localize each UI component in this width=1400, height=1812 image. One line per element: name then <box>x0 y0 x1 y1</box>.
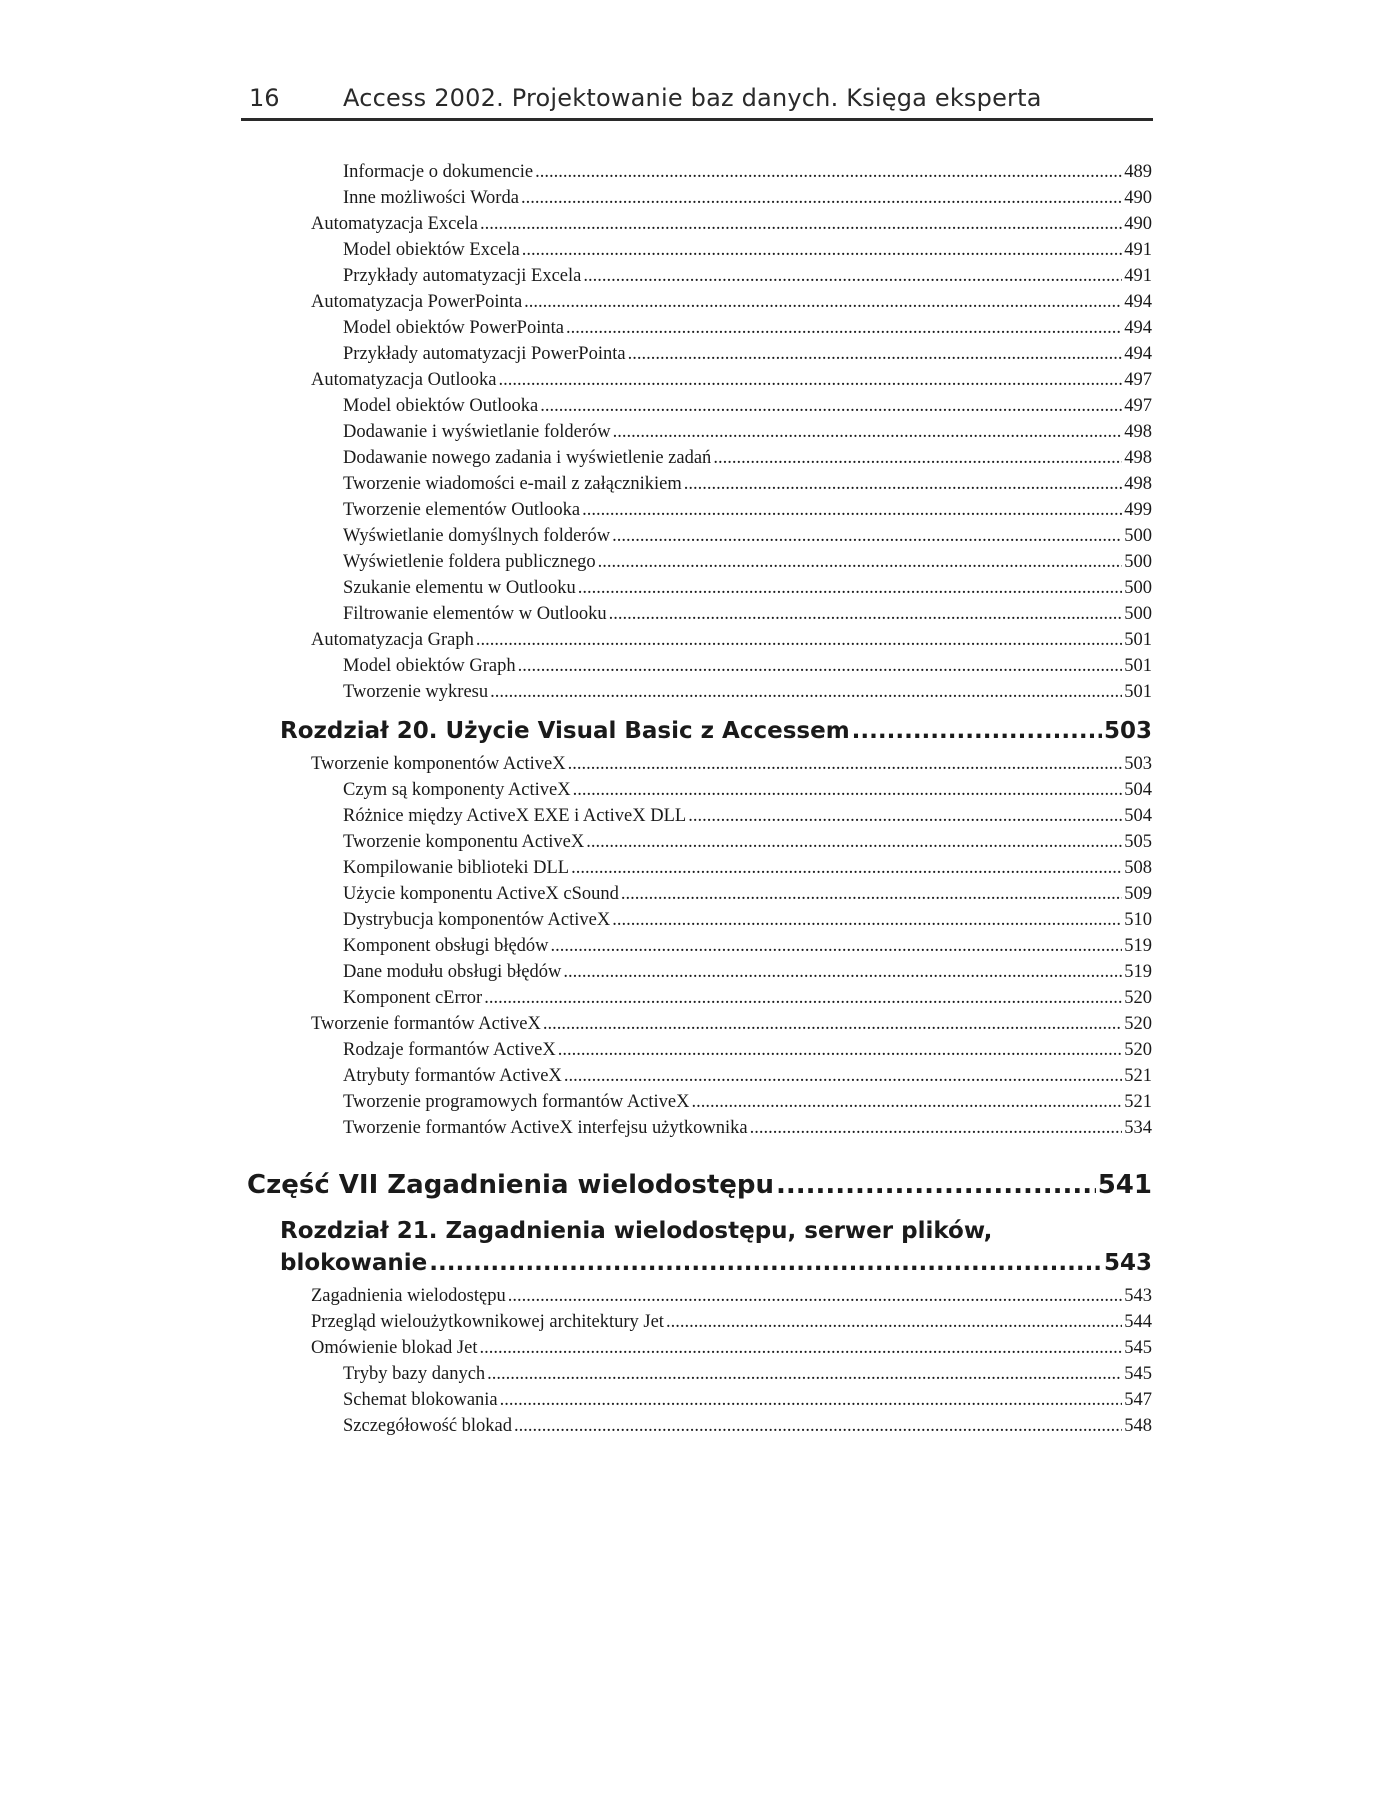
toc-entry: Tworzenie formantów ActiveX ..... 520 <box>311 1014 1152 1038</box>
toc-entry: Automatyzacja Outlooka ..... 497 <box>311 370 1152 394</box>
toc-entry: Atrybuty formantów ActiveX ..... 521 <box>343 1066 1152 1090</box>
toc-chapter-heading: Rozdział 20. Użycie Visual Basic z Accessem ..... 503 <box>280 718 1152 750</box>
toc-entry: Automatyzacja PowerPointa ..... 494 <box>311 292 1152 316</box>
toc-entry: Tworzenie komponentu ActiveX ..... 505 <box>343 832 1152 856</box>
toc-entry: Przykłady automatyzacji PowerPointa ..... 494 <box>343 344 1152 368</box>
toc-entry: Wyświetlanie domyślnych folderów ..... 500 <box>343 526 1152 550</box>
toc-entry: Przegląd wieloużytkownikowej architektury Jet ..... 544 <box>311 1312 1152 1336</box>
toc-entry: Informacje o dokumencie ..... 489 <box>343 162 1152 186</box>
book-title: Access 2002. Projektowanie baz danych. Księga eksperta <box>343 84 1042 112</box>
toc-entry: Schemat blokowania ..... 547 <box>343 1390 1152 1414</box>
toc-chapter-heading-line1: Rozdział 21. Zagadnienia wielodostępu, serwer plików, <box>280 1218 993 1244</box>
toc-entry: Tworzenie wiadomości e-mail z załącznikiem ..... 498 <box>343 474 1152 498</box>
toc-entry: Tryby bazy danych ..... 545 <box>343 1364 1152 1388</box>
toc-entry: Tworzenie wykresu ..... 501 <box>343 682 1152 706</box>
toc-entry: Wyświetlenie foldera publicznego ..... 500 <box>343 552 1152 576</box>
toc-entry: Kompilowanie biblioteki DLL ..... 508 <box>343 858 1152 882</box>
toc-entry: Model obiektów PowerPointa ..... 494 <box>343 318 1152 342</box>
toc-entry: Różnice między ActiveX EXE i ActiveX DLL ..... 504 <box>343 806 1152 830</box>
toc-entry: Automatyzacja Excela ..... 490 <box>311 214 1152 238</box>
toc-entry: Zagadnienia wielodostępu ..... 543 <box>311 1286 1152 1310</box>
toc-entry: Rodzaje formantów ActiveX ..... 520 <box>343 1040 1152 1064</box>
toc-entry: Inne możliwości Worda ..... 490 <box>343 188 1152 212</box>
toc-entry: Automatyzacja Graph ..... 501 <box>311 630 1152 654</box>
toc-entry: Omówienie blokad Jet ..... 545 <box>311 1338 1152 1362</box>
toc-entry: Szczegółowość blokad ..... 548 <box>343 1416 1152 1440</box>
toc-entry: Tworzenie elementów Outlooka ..... 499 <box>343 500 1152 524</box>
toc-entry: Dodawanie i wyświetlanie folderów ..... 498 <box>343 422 1152 446</box>
toc-entry: Dodawanie nowego zadania i wyświetlenie zadań ..... 498 <box>343 448 1152 472</box>
toc-entry: Czym są komponenty ActiveX ..... 504 <box>343 780 1152 804</box>
toc-chapter-heading: blokowanie ..... 543 <box>280 1250 1152 1282</box>
toc-entry: Użycie komponentu ActiveX cSound ..... 509 <box>343 884 1152 908</box>
toc-entry: Komponent obsługi błędów ..... 519 <box>343 936 1152 960</box>
toc-entry: Komponent cError ..... 520 <box>343 988 1152 1012</box>
toc-entry: Model obiektów Graph ..... 501 <box>343 656 1152 680</box>
toc-entry: Filtrowanie elementów w Outlooku ..... 500 <box>343 604 1152 628</box>
toc-entry: Model obiektów Excela ..... 491 <box>343 240 1152 264</box>
toc-entry: Dystrybucja komponentów ActiveX ..... 510 <box>343 910 1152 934</box>
toc-entry: Dane modułu obsługi błędów ..... 519 <box>343 962 1152 986</box>
toc-entry: Model obiektów Outlooka ..... 497 <box>343 396 1152 420</box>
toc-entry: Przykłady automatyzacji Excela ..... 491 <box>343 266 1152 290</box>
toc-entry: Szukanie elementu w Outlooku ..... 500 <box>343 578 1152 602</box>
toc-entry: Tworzenie komponentów ActiveX ..... 503 <box>311 754 1152 778</box>
toc-entry: Tworzenie programowych formantów ActiveX ..... 521 <box>343 1092 1152 1116</box>
toc-entry: Tworzenie formantów ActiveX interfejsu użytkownika ..... 534 <box>343 1118 1152 1142</box>
toc-part-heading: Część VII Zagadnienia wielodostępu ..... 541 <box>247 1170 1152 1206</box>
page-number: 16 <box>249 84 280 112</box>
